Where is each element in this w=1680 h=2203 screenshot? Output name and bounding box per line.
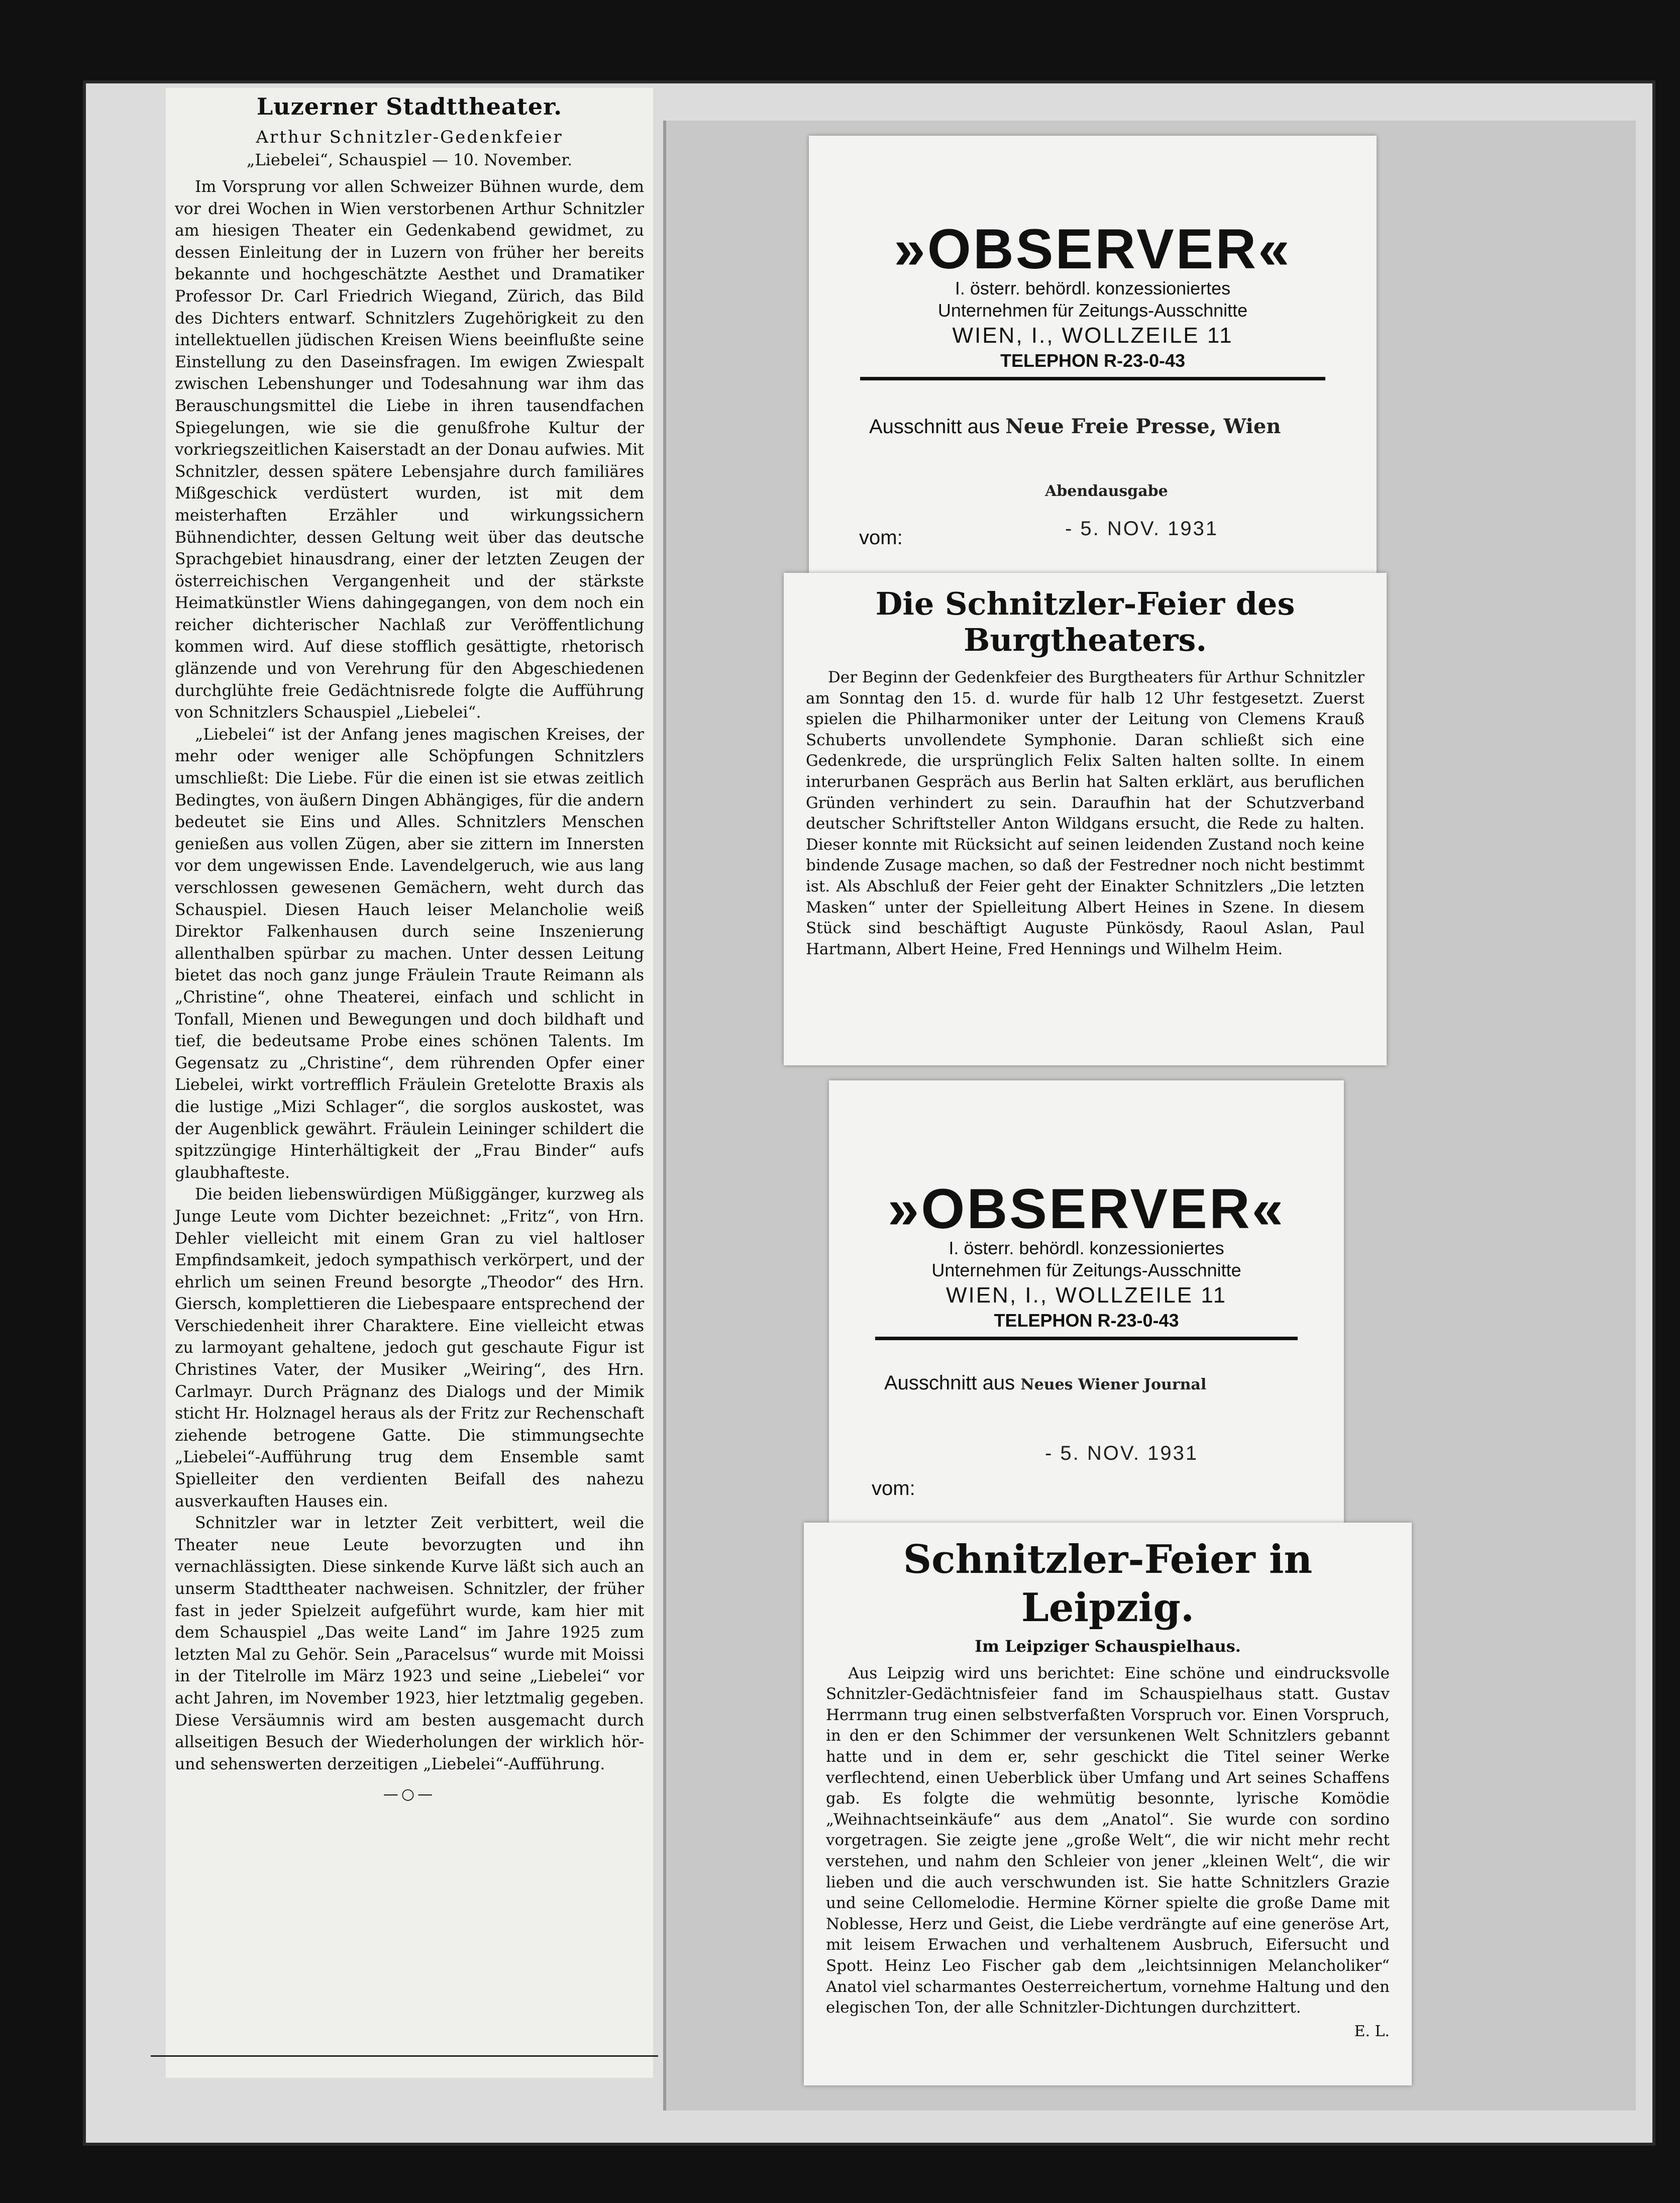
article-deck: Im Leipziger Schauspielhaus.	[975, 1637, 1241, 1656]
end-ornament: —○—	[383, 1785, 436, 1804]
date-stamp: - 5. NOV. 1931	[1045, 1442, 1199, 1464]
leipzig-article	[804, 1523, 1412, 2085]
article-paragraph: „Liebelei“ ist der Anfang jenes magischen Kreises, der mehr oder weniger alle Schöpfungen Schnitzlers umschließt: Die Liebe. Für die einen ist sie etwas zeitlich Bedingtes, von äußern Dingen Abhängiges, für die andern bedeutet sie Eins und Alles. Schnitzlers Menschen genießen aus vollen Zügen, aber sie zittern im Innersten vor dem ungewissen Ende. Lavendelgeruch, wie aus lang verschlossen gewesenen Gemächern, weht durch das Schauspiel. Diesen Hauch leiser Melancholie weiß Direktor Falkenhausen durch seine Inszenierung allenthalben spürbar zu machen. Unter dessen Leitung bietet das noch ganz junge Fräulein Traute Reimann als „Christine“, ohne Theaterei, einfach und schlicht in Tonfall, Mienen und Bewegungen und doch bildhaft und tief, die bedeutsame Probe eines schönen Talents. Im Gegensatz zu „Christine“, dem rührenden Opfer einer Liebelei, wirkt vortrefflich Fräulein Gretelotte Braxis als die lustige „Mizi Schlager“, die sorglos auskostet, was der Augenblick gewährt. Fräulein Leininger schildert die spitzzüngige Hinterhältigkeit der „Frau Binder“ aufs glaubhafteste.	[175, 725, 644, 1182]
observer-logo: »OBSERVER«	[887, 1177, 1286, 1240]
article-subtitle: Arthur Schnitzler-Gedenkfeier	[256, 127, 563, 147]
source-stamp: Neue Freie Presse, Wien	[1005, 415, 1281, 438]
observer-company: Unternehmen für Zeitungs-Ausschnitte	[931, 1260, 1241, 1280]
article-title: Schnitzler-Feier in Leipzig.	[903, 1537, 1313, 1631]
burgtheater-article	[784, 573, 1387, 1065]
article-paragraph: Die beiden liebenswürdigen Müßiggänger, kurzweg als Junge Leute vom Dichter bezeichnet: „Fritz“, von Hrn. Dehler vielleicht mit einem Gran zu viel haltloser Empfindsamkeit, jedoch sympathisch verkörpert, und der ehrlich um seinen Freund besorgte „Theodor“ des Hrn. Giersch, komplettieren die Liebespaare entsprechend der Verschiedenheit ihrer Charaktere. Eine vielleicht etwas zu larmoyant gehaltene, jedoch gut geschaute Figur ist Christines Vater, der Musiker „Weiring“, des Hrn. Carlmayr. Durch Prägnanz des Dialogs und der Mimik sticht Hr. Holznagel heraus als der Fritz zur Rechenschaft ziehende betrogene Gatte. Die stimmungsechte „Liebelei“-Aufführung trug dem Ensemble samt Spielleiter den verdienten Beifall des nahezu ausverkauften Hauses ein.	[175, 1185, 644, 1511]
date-stamp: - 5. NOV. 1931	[1065, 518, 1219, 540]
article-paragraph: Im Vorsprung vor allen Schweizer Bühnen wurde, dem vor drei Wochen in Wien verstorbenen Arthur Schnitzler am hiesigen Theater ein Gedenkabend gewidmet, zu dessen Einleitung der in Luzern von früher her bereits bekannte und hochgeschätzte Aesthet und Dramatiker Professor Dr. Carl Friedrich Wiegand, Zürich, das Bild des Dichters entwarf. Schnitzlers Zugehörigkeit zu den intellektuellen jüdischen Kreisen Wiens beeinflußte seine Einstellung zu den Daseinsfragen. Im ewigen Zwiespalt zwischen Lebenshunger und Todesahnung war ihm das Berauschungsmittel die Liebe in ihren tausendfachen Spiegelungen, wie sie die genußfrohe Kultur der vorkriegszeitlichen Kaiserstadt an der Donau aufwies. Mit Schnitzler, dessen spätere Lebensjahre durch familiäres Mißgeschick verdüstert wurden, ist mit dem meisterhaften Erzähler und wirkungssichern Bühnendichter, dessen Geltung weit über das deutsche Sprachgebiet hinausdrang, einer der letzten Zeugen der österreichischen Vergangenheit und der stärkste Heimatkünstler Wiens dahingegangen, von dem noch ein reicher dichterischer Nachlaß zur Veröffentlichung kommen wird. Auf diese stofflich gesättigte, rhetorisch glänzende und von Verehrung für den Abgeschiedenen durchglühte freie Gedächtnisrede folgte die Aufführung von Schnitzlers Schauspiel „Liebelei“.	[175, 178, 644, 722]
article-performance: „Liebelei“, Schauspiel — 10. November.	[246, 150, 573, 169]
observer-slip-1	[809, 136, 1377, 585]
source-stamp: Neues Wiener Journal	[1020, 1376, 1207, 1393]
article-paragraph: Schnitzler war in letzter Zeit verbittert, weil die Theater neue Leute bevorzugten und ihn vernachlässigten. Diese sinkende Kurve läßt sich auch an unserm Stadttheater nachweisen. Schnitzler, der früher fast in jeder Spielzeit aufgeführt wurde, kam hier mit dem Schauspiel „Das weite Land“ im Jahre 1925 zum letzten Mal zu Gehör. Sein „Paracelsus“ wurde mit Moissi in der Titelrolle im März 1923 und seine „Liebelei“ vor acht Jahren, im November 1923, hier letztmalig gegeben. Diese Versäumnis wird am besten ausgemacht durch allseitigen Besuch der Wiederholungen der wirklich hör- und sehenswerten derzeitigen „Liebelei“-Aufführung.	[175, 1514, 644, 1773]
observer-license: I. österr. behördl. konzessioniertes	[949, 1238, 1224, 1258]
article-signature: E. L.	[1354, 2022, 1390, 2040]
edition-stamp: Abendausgabe	[1045, 482, 1168, 500]
observer-license: I. österr. behördl. konzessioniertes	[955, 278, 1231, 298]
date-label: vom:	[872, 1477, 915, 1499]
observer-logo: »OBSERVER«	[894, 218, 1292, 280]
observer-rule	[860, 377, 1326, 380]
article-title: Luzerner Stadttheater.	[256, 93, 563, 120]
observer-phone: TELEPHON R-23-0-43	[1000, 350, 1186, 371]
source-label: Ausschnitt aus	[884, 1372, 1015, 1394]
date-label: vom:	[859, 527, 903, 549]
observer-phone: TELEPHON R-23-0-43	[994, 1310, 1179, 1331]
column-end-rule	[151, 2055, 658, 2057]
observer-address: WIEN, I., WOLLZEILE 11	[952, 323, 1233, 348]
article-body: Der Beginn der Gedenkfeier des Burgtheaters für Arthur Schnitzler am Sonntag den 15. d. wurde für halb 12 Uhr festgesetzt. Zuerst spielen die Philharmoniker unter der Leitung von Clemens Krauß Schuberts unvollendete Symphonie. Daran schließt sich eine Gedenkrede, die ursprünglich Felix Salten halten sollte. In einem interurbanen Gespräch aus Berlin hat Salten erklärt, aus beruflichen Gründen verhindert zu sein. Daraufhin hat der Schutzverband deutscher Schriftsteller Anton Wildgans ersucht, die Rede zu halten. Dieser konnte mit Rücksicht auf seinen leidenden Zustand noch keine bindende Zusage machen, so daß der Festredner noch nicht bestimmt ist. Als Abschluß der Feier geht der Einakter Schnitzlers „Die letzten Masken“ unter der Spielleitung Albert Heines in Szene. In diesem Stück sind beschäftigt Auguste Pünkösdy, Raoul Aslan, Paul Hartmann, Albert Heine, Fred Hennings und Wilhelm Heim.	[806, 668, 1364, 958]
observer-address: WIEN, I., WOLLZEILE 11	[946, 1283, 1227, 1308]
observer-slip-2	[829, 1080, 1344, 1523]
article-body: Aus Leipzig wird uns berichtet: Eine schöne und eindrucksvolle Schnitzler-Gedächtnisfeier fand im Schauspielhaus statt. Gustav Herrmann trug einen selbstverfaßten Vorspruch vor. Einen Vorspruch, in den er den Schimmer der versunkenen Welt Schnitzlers gebannt hatte und in dem er, sehr geschickt die Titel seiner Werke verflechtend, einen Ueberblick über Umfang und Art seines Schaffens gab. Es folgte die wehmütig besonnte, lyrische Komödie „Weihnachtseinkäufe“ aus dem „Anatol“. Sie wurde con sordino vorgetragen. Sie zeigte jene „große Welt“, die wir nicht mehr recht verstehen, und nahm den Schleier von jener „kleinen Welt“, die wir lieben und die auch verschwunden ist. Sie hatte Schnitzlers Grazie und seine Cellomelodie. Hermine Körner spielte die große Dame mit Noblesse, Herz und Geist, die Liebe verdrängte auf eine generöse Art, mit leisem Erwachen und verhaltenem Ausbruch, Eifersucht und Spott. Heinz Leo Fischer gab dem „leichtsinnigen Melancholiker“ Anatol viel scharmantes Oesterreichertum, vornehme Haltung und den elegischen Ton, der alle Schnitzler-Dichtungen durchzittert.	[826, 1664, 1390, 2017]
article-title: Die Schnitzler-Feier des Burgtheaters.	[875, 585, 1295, 658]
source-label: Ausschnitt aus	[869, 416, 1000, 438]
observer-rule	[875, 1337, 1298, 1340]
observer-company: Unternehmen für Zeitungs-Ausschnitte	[937, 300, 1248, 321]
luzern-article	[166, 88, 653, 2078]
